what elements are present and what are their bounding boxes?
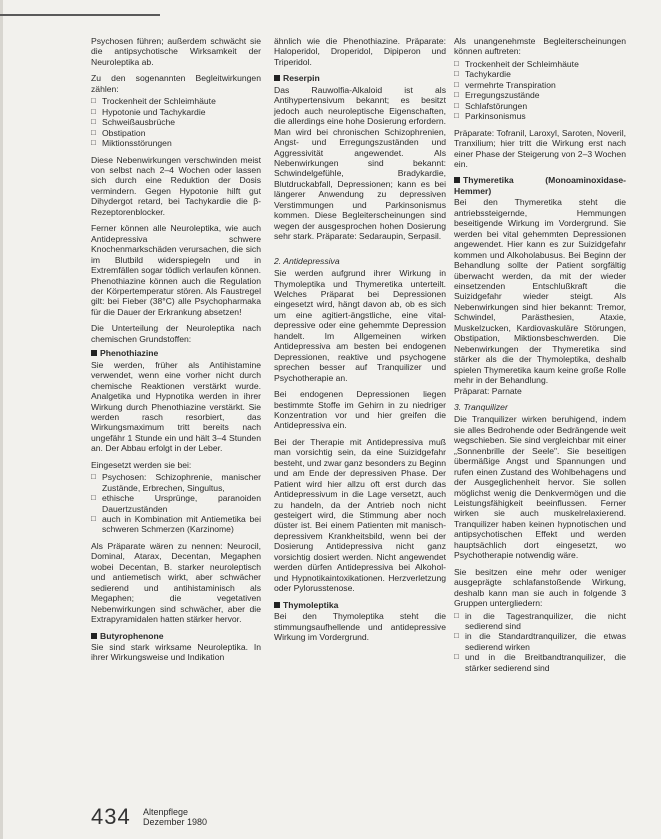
paragraph: ähnlich wie die Phenothiazine. Präparate: Haloperidol, Droperidol, Dipiperon und Triperidol. [274,36,446,67]
paragraph: Bei endogenen Depressionen liegen bestimmte Stoffe im Gehirn in zu niedriger Konzentration vor und hier greifen die Antidepressiva ein. [274,389,446,431]
paragraph: Bei den Thymeretika steht die antriebssteigernde, Hemmungen beseitigende Wirkung im Vordergrund. Sie werden bei vital gehemmten Depressionen angewendet. Hier kann es zur Suizidgefahr kommen und Alkoholabusus. Bei Beginn der Behandlung sollte der Patient sorgfältig überwacht werden, da mit der wieder einsetzenden Entschlußkraft die Suizidgefahr wieder steigt. Als Nebenwirkungen sind hier bekannt: Tremor, Schwindel, Parästhesien, Ataxie, Muskelzucken, Kardiovaskuläre Störungen, Obstipation, Miktionsbeschwerden. Die Nebenwirkungen der Thymeretika sind stärker als die der Thymoleptika, deshalb spielen Thymeretika kaum keine große Rolle mehr in der Behandlung. [454,197,626,386]
side-effects-list [91,96,261,148]
page-number: 434 [91,804,131,829]
column-1 [91,36,261,669]
section-heading: Phenothiazine [91,348,261,358]
paragraph: Ferner können alle Neuroleptika, wie auch Antidepressiva schwere Knochenmarkschäden verursachen, die sich im Blutbild widerspiegeln und in Extremfällen sogar tödlich verlaufen können. Phenothiazine können auch die Regulation der Körpertemperatur stören. Als Faustregel gilt: bei Fieber (38°C) alle Psychopharmaka für die Dauer der Erkrankung absetzen! [91,223,261,317]
paragraph: Bei den Thymoleptika steht die stimmungsaufhellende und antidepressive Wirkung im Vordergrund. [274,611,446,643]
section-heading: Thymeretika (Monoaminoxidase-Hemmer) [454,175,626,196]
section-heading: Reserpin [274,73,446,83]
list-item: □ Trockenheit der Schleimhäute [91,96,261,106]
list-item: □ Obstipation [91,128,261,138]
page-left-edge [0,0,3,839]
paragraph: Als Präparate wären zu nennen: Neurocil, Dominal, Atarax, Decentan, Megaphen wobei Decentan, B. starker neuroleptisch und antiemetisch wirkt, aber schwächer sedierend und antihistaminisch als Megaphen; die vegetativen Nebenwirkungen sind schwächer, aber die Extrapyramidalen hatten stärker hervor. [91,540,261,625]
square-bullet-icon [454,177,460,183]
paragraph: Diese Nebenwirkungen verschwinden meist von selbst nach 2–4 Wochen oder lassen sich durch eine Reduktion der Dosis vermindern. Gegen Hypotonie hilft gut Dihydergot retard, bei Tachykardie die β-Rezeptorenblocker. [91,154,261,217]
square-bullet-icon [274,602,280,608]
square-bullet-icon [274,75,280,81]
list-item: □ Hypotonie und Tachykardie [91,107,261,117]
column-3 [454,36,626,679]
list-item: □ Trockenheit der Schleimhäute [454,59,626,69]
list-item: □ auch in Kombination mit Antiemetika bei schweren Schmerzen (Karzinome) [91,514,261,535]
paragraph: Sie sind stark wirksame Neuroleptika. In ihrer Wirkungsweise und Indikation [91,642,261,663]
paragraph: Die Tranquilizer wirken beruhigend, indem sie alles Bedrohende oder Bedrängende weit wegschieben. Sie sind vergleichbar mit einer „Sonnenbrille der Seele". Sie beseitigen übermäßige Angst und Spannungen und rufen einen Zustand des Wohlbehagens und der Ausgeglichenheit hervor. Sie sollen möglichst wenig die Denkvermögen und die Leistungsfähigkeit beeinflussen. Ferner wirken sie auch muskelrelaxierend. Tranquilizer haben keinen hypnotischen und antipsychotischen Effekt und werden hauptsächlich dort eingesetzt, wo Psychotherapie notwendig wäre. [454,414,626,561]
section-heading: Thymoleptika [274,600,446,610]
list-item: □ ethische Ursprünge, paranoiden Dauertzuständen [91,493,261,514]
paragraph: Die Unterteilung der Neuroleptika nach chemischen Grundstoffen: [91,323,261,344]
top-rule [0,14,160,16]
list-item: □ Psychosen: Schizophrenie, manischer Zustände, Erbrechen, Singultus, [91,472,261,493]
paragraph: Als unangenehmste Begleiterscheinungen können auftreten: [454,36,626,57]
paragraph: Sie besitzen eine mehr oder weniger ausgeprägte schlafanstoßende Wirkung, deshalb kann man sie auch in folgende 3 Gruppen untergliedern: [454,566,626,609]
section-heading: Butyrophenone [91,631,261,641]
list-item: □ vermehrte Transpiration [454,80,626,90]
square-bullet-icon [91,633,97,639]
chapter-heading: 3. Tranquilizer [454,401,508,412]
journal-name: Altenpflege [143,807,189,817]
tranquilizer-groups-list [454,611,626,674]
column-2 [274,36,446,648]
list-item: □ in die Standardtranquilizer, die etwas sedierend wirken [454,631,626,652]
list-item: □ Erregungszustände [454,90,626,100]
paragraph: Präparate: Tofranil, Laroxyl, Saroten, Noveril, Tranxilium; hier tritt die Wirkung erst nach einer Phase der Steigerung von 2–3 Wochen ein. [454,127,626,169]
list-item: □ in die Tagestranquilizer, die nicht sedierend sind [454,611,626,632]
list-item: □ und in die Breitbandtranquilizer, die stärker sedierend sind [454,652,626,673]
paragraph: Sie werden aufgrund ihrer Wirkung in Thymoleptika und Thymeretika unterteilt. Welches Präparat bei Depressionen eingesetzt wird, hängt davon ab, ob es sich um eine agitiert-ängstliche, eine vital-depressive oder eine gehemmte Depression handelt. Im Allgemeinen wirken Antidepressiva am besten bei endogenen Depressionen, reaktive und psychogene sprechen besser auf Tranquilizer und Psychotherapie an. [274,268,446,383]
list-item: □ Tachykardie [454,69,626,79]
paragraph: Das Rauwolfia-Alkaloid ist als Antihypertensivum bekannt; es besitzt jedoch auch neuroleptische Eigenschaften, die allerdings eine hohe Dosierung erfordern. Man wird bei chronischen Schizophrenien, Angst- und Erregungszuständen und Aggressivität angewendet. Als Nebenwirkungen sind bekannt: Schwindelgefühle, Bradykardie, Blutdruckabfall, Depressionen; kann es bei längerer Anwendung zu depressiven Verstimmungen und Parkinsonismus kommen. Diese Begleiterscheinungen sind wegen der ausgesprochen hohen Dosierung sehr stark. Präparate: Sedaraupin, Serpasil. [274,84,446,242]
side-effects-list [454,59,626,122]
paragraph: Bei der Therapie mit Antidepressiva muß man vorsichtig sein, da eine Suizidgefahr besteht, und zwar ganz besonders zu Beginn und am Ende der depressiven Phase. Der Patient wird hier allzu oft erst durch das Antidepressivum in die Lage versetzt, auch zu handeln, da der Antrieb noch nicht gesteigert wird, die Stimmung aber noch düster ist. Bei einem Patienten mit manisch-depressivem Krankheitsbild, wenn bei der Dosierung Antidepressiva nicht ganz vorsichtig dosiert werden. Nicht angewendet werden dürfen Antidepressiva bei Alkohol- und Hypnotikaintoxikationen. Herzverletzung oder Pylorusstenose. [274,436,446,594]
list-item: □ Miktionsstörungen [91,138,261,148]
paragraph: Zu den sogenannten Begleitwirkungen zählen: [91,73,261,94]
indication-list [91,472,261,535]
chapter-heading: 2. Antidepressiva [274,255,340,266]
publication-info [143,807,207,827]
paragraph: Präparat: Parnate [454,385,522,396]
journal-issue: Dezember 1980 [143,817,208,827]
list-item: □ Schweißausbrüche [91,117,261,127]
list-item: □ Parkinsonismus [454,111,626,121]
paragraph: Eingesetzt werden sie bei: [91,459,192,470]
list-item: □ Schlafstörungen [454,101,626,111]
paragraph: Psychosen führen; außerdem schwächt sie die antipsychotische Wirksamkeit der Neuroleptika ab. [91,36,261,67]
paragraph: Sie werden, früher als Antihistamine verwendet, wenn eine vorher nicht durch chemische Reaktionen verstärkt wurde. Analgetika und Hypnotika werden in ihrer Wirkung durch Phenothiazine verstärkt. Sie werden rasch resorbiert, das Wirkungsmaximum tritt bereits nach ungefähr 1 Stunde ein und hält 3–4 Stunden an. Der Abbau erfolgt in der Leber. [91,359,261,454]
square-bullet-icon [91,350,97,356]
